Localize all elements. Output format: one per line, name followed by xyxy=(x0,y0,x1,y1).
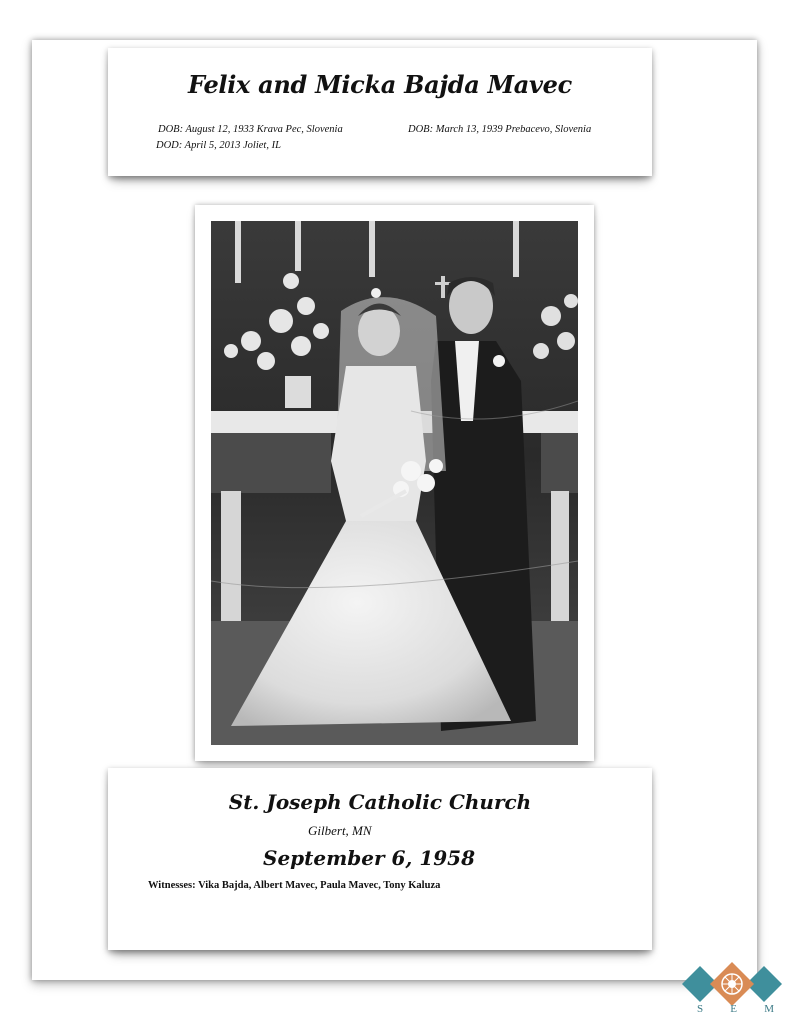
witnesses: Witnesses: Vika Bajda, Albert Mavec, Paula Mavec, Tony Kaluza xyxy=(148,880,441,891)
wedding-date: September 6, 1958 xyxy=(263,846,475,870)
logo-letter-e: E xyxy=(730,1003,741,1015)
church-city: Gilbert, MN xyxy=(308,823,372,838)
page-title: Felix and Micka Bajda Mavec xyxy=(188,70,572,99)
felix-dob: DOB: August 12, 1933 Krava Pec, Slovenia xyxy=(158,124,343,135)
logo-letter-m: M xyxy=(764,1003,777,1015)
church-name: St. Joseph Catholic Church xyxy=(228,790,532,814)
felix-dod: DOD: April 5, 2013 Joliet, IL xyxy=(156,140,281,151)
header-card xyxy=(108,48,652,176)
wedding-photo xyxy=(211,221,578,745)
logo-letter-s: S xyxy=(697,1003,707,1015)
photo-card xyxy=(195,205,594,761)
micka-dob: DOB: March 13, 1939 Prebacevo, Slovenia xyxy=(408,124,592,135)
footer-card xyxy=(108,768,652,950)
logo-letters xyxy=(697,1003,777,1015)
